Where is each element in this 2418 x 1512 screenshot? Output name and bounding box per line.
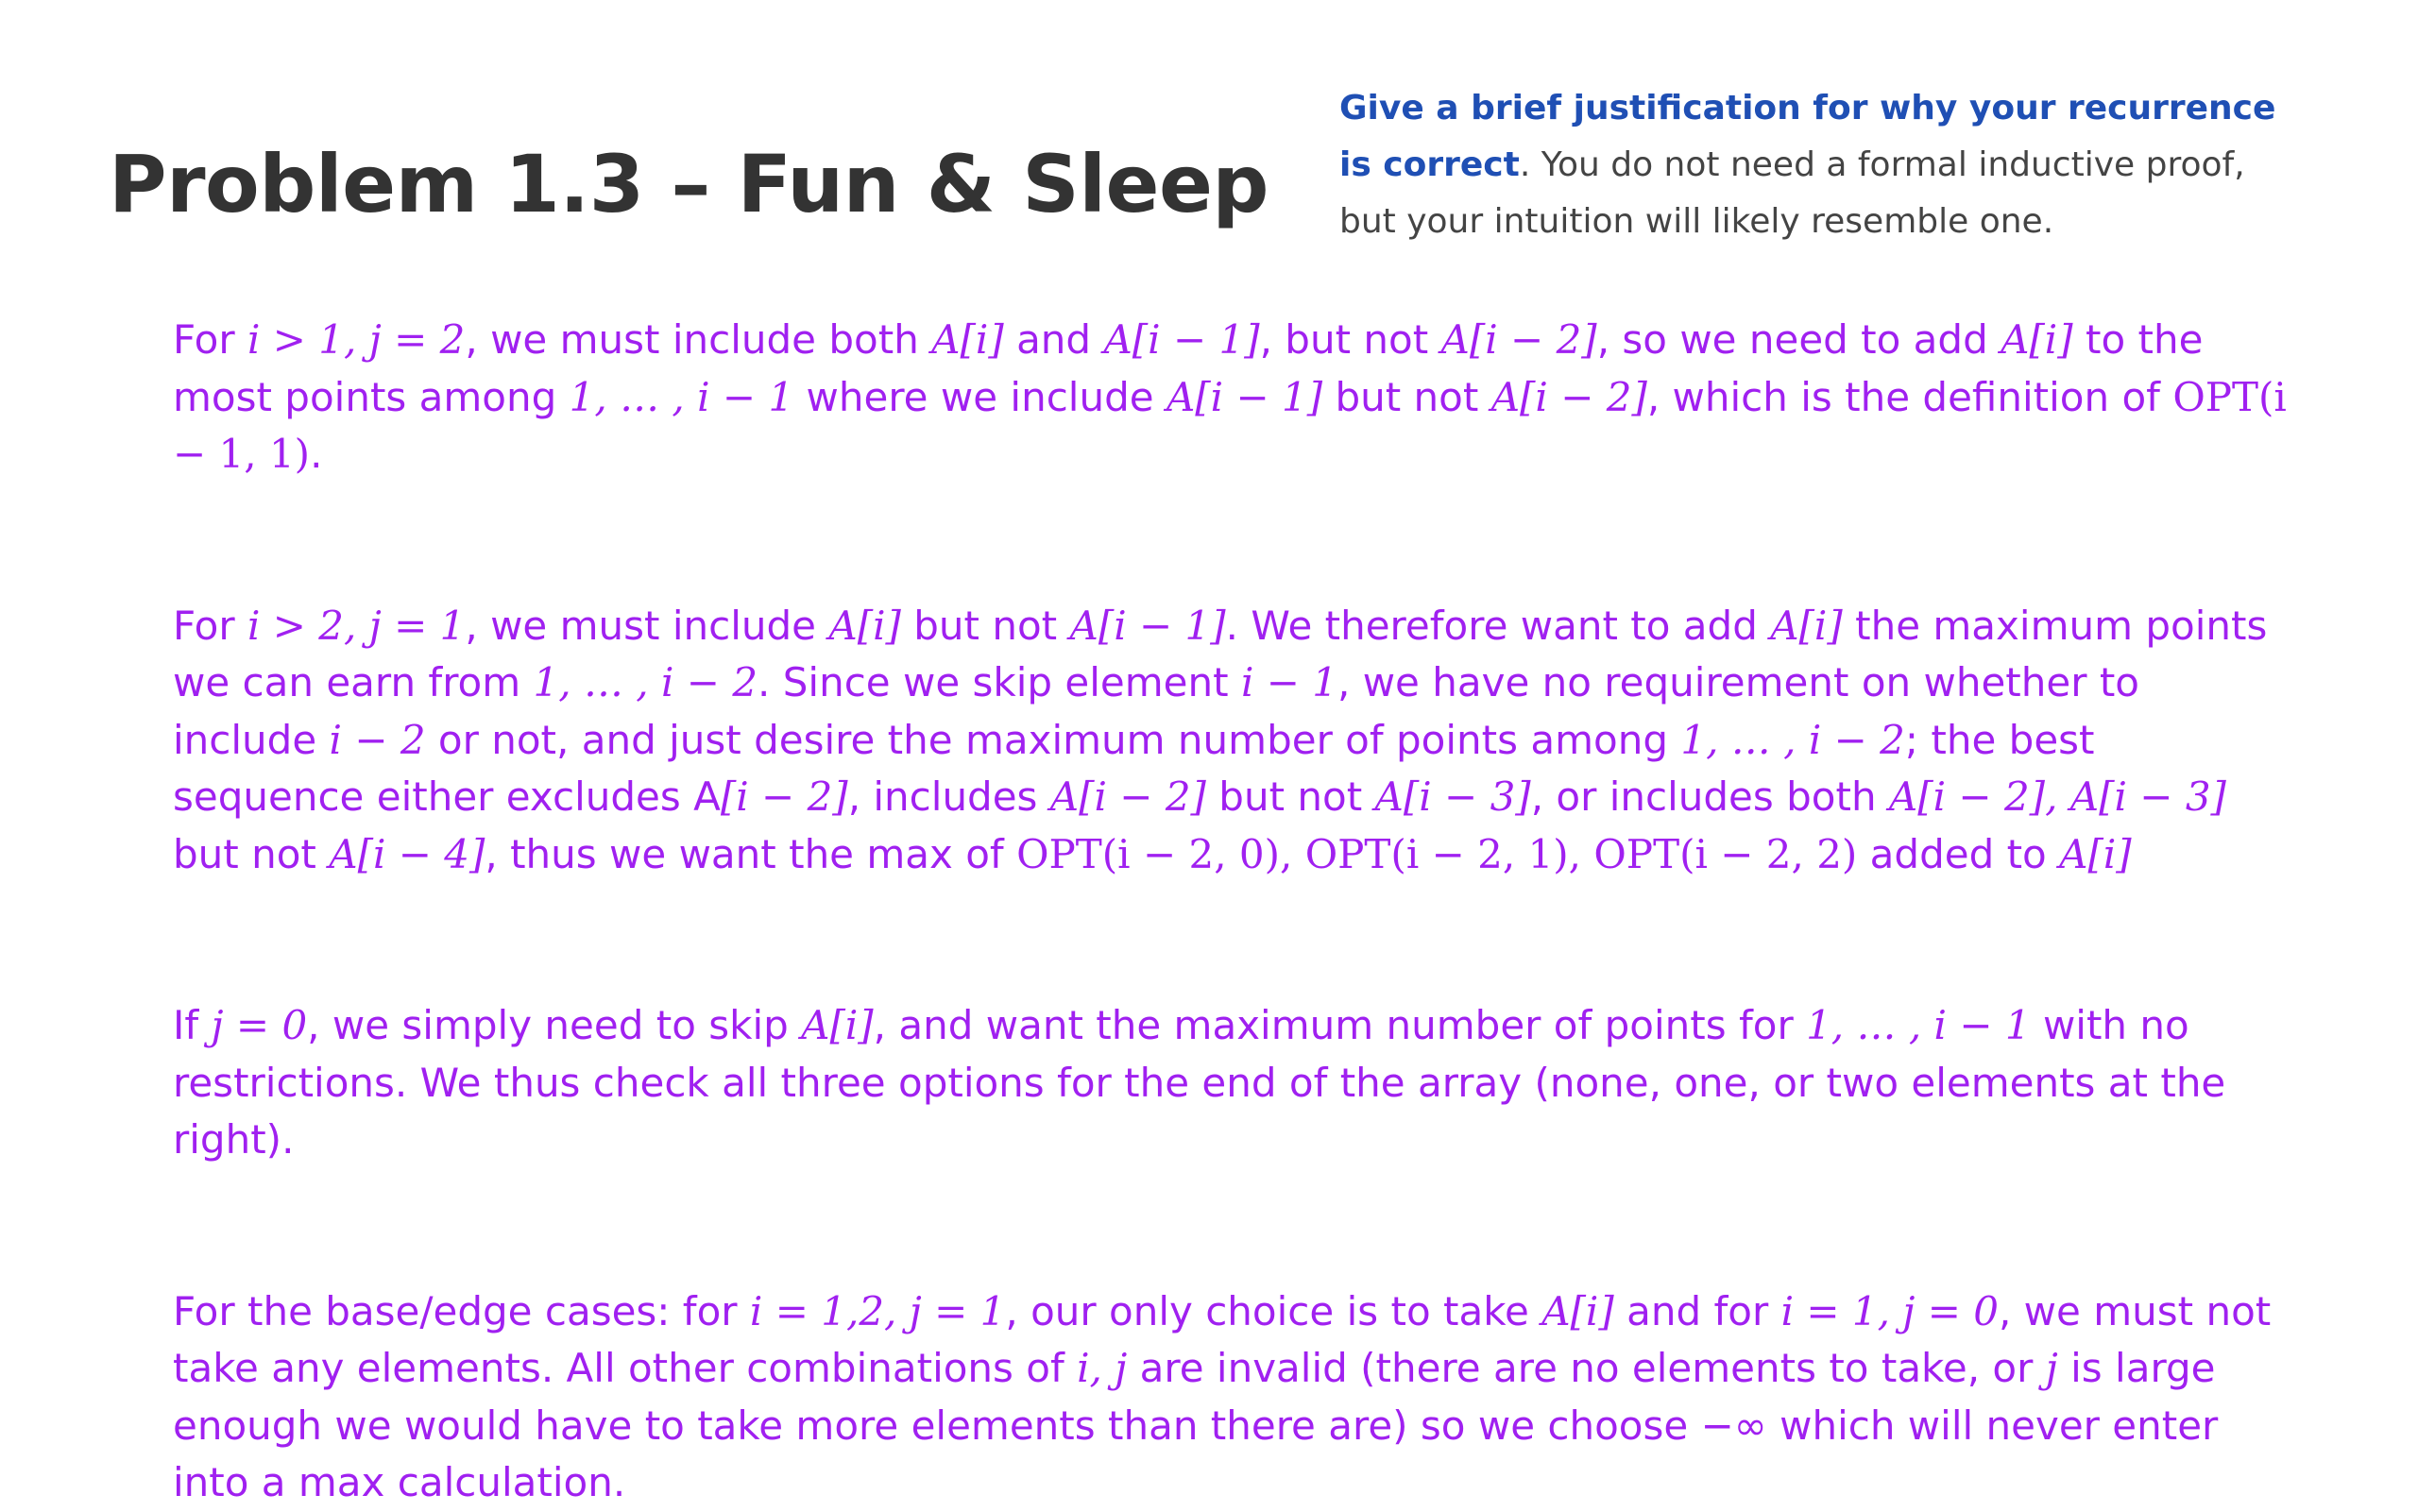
text-run: , our only choice is to take bbox=[1005, 1287, 1542, 1334]
math-expression: A[i − 2] bbox=[1049, 773, 1206, 820]
text-run: but not bbox=[1205, 773, 1375, 820]
text-run: , which is the definition of bbox=[1646, 373, 2173, 420]
text-run: and for bbox=[1613, 1287, 1781, 1334]
math-expression: A[i] bbox=[1541, 1287, 1614, 1334]
math-expression: i, j bbox=[1077, 1345, 1128, 1391]
math-expression: A[i] bbox=[828, 602, 901, 649]
paragraph-case-j1 bbox=[173, 598, 2289, 884]
text-run: For bbox=[173, 316, 247, 363]
paragraph-case-j0 bbox=[173, 997, 2289, 1169]
math-expression: A[i] bbox=[2001, 316, 2073, 363]
math-expression: i > 1, j = 2 bbox=[247, 316, 466, 363]
math-expression: A[i − 1] bbox=[1069, 602, 1226, 649]
math-expression: i = 1,2, j = 1 bbox=[749, 1287, 1006, 1334]
math-expression: OPT(i − 1, 1) bbox=[173, 373, 2287, 477]
text-run: but not bbox=[173, 830, 330, 877]
text-run: , we must include both bbox=[465, 316, 932, 363]
math-expression: i − 1 bbox=[1240, 659, 1337, 705]
question-prompt bbox=[1339, 80, 2284, 250]
text-run: , we must include bbox=[465, 602, 829, 649]
math-expression: i − 2 bbox=[329, 716, 426, 763]
text-run: but not bbox=[900, 602, 1070, 649]
math-expression: j = 0 bbox=[211, 1002, 308, 1048]
text-run: , or includes both bbox=[1530, 773, 1889, 820]
text-run: the maximum points we can earn from bbox=[173, 602, 2268, 705]
math-expression: 1, … , i − 2 bbox=[533, 659, 758, 705]
text-run: , but not bbox=[1259, 316, 1441, 363]
text-run: which will never enter into a max calculation. bbox=[173, 1402, 2219, 1505]
text-run: to the most points among bbox=[173, 316, 2204, 420]
text-run: with no restrictions. We thus check all three options for the end of the array (none, one, or two elements at the right). bbox=[173, 1002, 2226, 1163]
text-run: or not, and just desire the maximum number of points among bbox=[425, 716, 1681, 763]
text-run: , we have no requirement on whether to include bbox=[173, 659, 2140, 763]
text-run: but not bbox=[1322, 373, 1491, 420]
math-expression: A[i] bbox=[801, 1002, 874, 1048]
math-expression: A[i − 1] bbox=[1103, 316, 1260, 363]
math-expression: [i − 2] bbox=[720, 773, 848, 820]
text-run: , includes bbox=[847, 773, 1050, 820]
math-expression: i > 2, j = 1 bbox=[247, 602, 466, 649]
paragraph-base-cases bbox=[173, 1283, 2289, 1512]
text-run: , so we need to add bbox=[1596, 316, 2001, 363]
math-expression: A[i − 1] bbox=[1166, 373, 1323, 420]
text-run: where we include bbox=[793, 373, 1166, 420]
math-expression: 1, … , i − 1 bbox=[569, 373, 794, 420]
negative-infinity-symbol: −∞ bbox=[1700, 1402, 1767, 1449]
math-expression: OPT(i − 2, 0), OPT(i − 2, 1), OPT(i − 2, 2) bbox=[1016, 830, 1858, 877]
text-run: , and want the maximum number of points for bbox=[873, 1002, 1807, 1048]
math-expression: A[i − 4] bbox=[329, 830, 485, 877]
text-run: is large enough we would have to take more elements than there are) so we choose bbox=[173, 1345, 2216, 1449]
text-run: . Since we skip element bbox=[758, 659, 1241, 705]
text-run: , thus we want the max of bbox=[485, 830, 1017, 877]
math-expression: A[i − 2] bbox=[1490, 373, 1647, 420]
math-expression: 1, … , i − 1 bbox=[1806, 1002, 2031, 1048]
solution-body bbox=[173, 312, 2289, 1512]
prompt-rest: . You do not need a formal inductive proof, but your intuition will likely resemble one. bbox=[1339, 145, 2245, 241]
math-expression: 1, … , i − 2 bbox=[1680, 716, 1905, 763]
slide-title: Problem 1.3 – Fun & Sleep bbox=[109, 138, 1269, 230]
math-expression: A[i − 2] bbox=[1440, 316, 1597, 363]
math-expression: A[i − 2], A[i − 3] bbox=[1888, 773, 2226, 820]
prompt-emphasis: Give a brief justification for why your recurrence is correct bbox=[1339, 89, 2276, 184]
text-run: added to bbox=[1857, 830, 2060, 877]
text-run: . We therefore want to add bbox=[1225, 602, 1771, 649]
math-expression: A[i] bbox=[1770, 602, 1843, 649]
text-run: are invalid (there are no elements to take, or bbox=[1127, 1345, 2046, 1391]
text-run: For bbox=[173, 602, 247, 649]
text-run: ; the best sequence either excludes A bbox=[173, 716, 2095, 820]
text-run: . bbox=[310, 431, 323, 477]
text-run: and bbox=[1003, 316, 1104, 363]
math-expression: j bbox=[2045, 1345, 2058, 1391]
paragraph-case-j2 bbox=[173, 312, 2289, 484]
text-run: If bbox=[173, 1002, 212, 1048]
math-expression: A[i − 3] bbox=[1374, 773, 1531, 820]
text-run: For the base/edge cases: for bbox=[173, 1287, 750, 1334]
math-expression: A[i] bbox=[931, 316, 1004, 363]
text-run: , we simply need to skip bbox=[307, 1002, 802, 1048]
math-expression: A[i] bbox=[2059, 830, 2132, 877]
math-expression: i = 1, j = 0 bbox=[1780, 1287, 1999, 1334]
text-run: , we must not take any elements. All other combinations of bbox=[173, 1287, 2272, 1391]
